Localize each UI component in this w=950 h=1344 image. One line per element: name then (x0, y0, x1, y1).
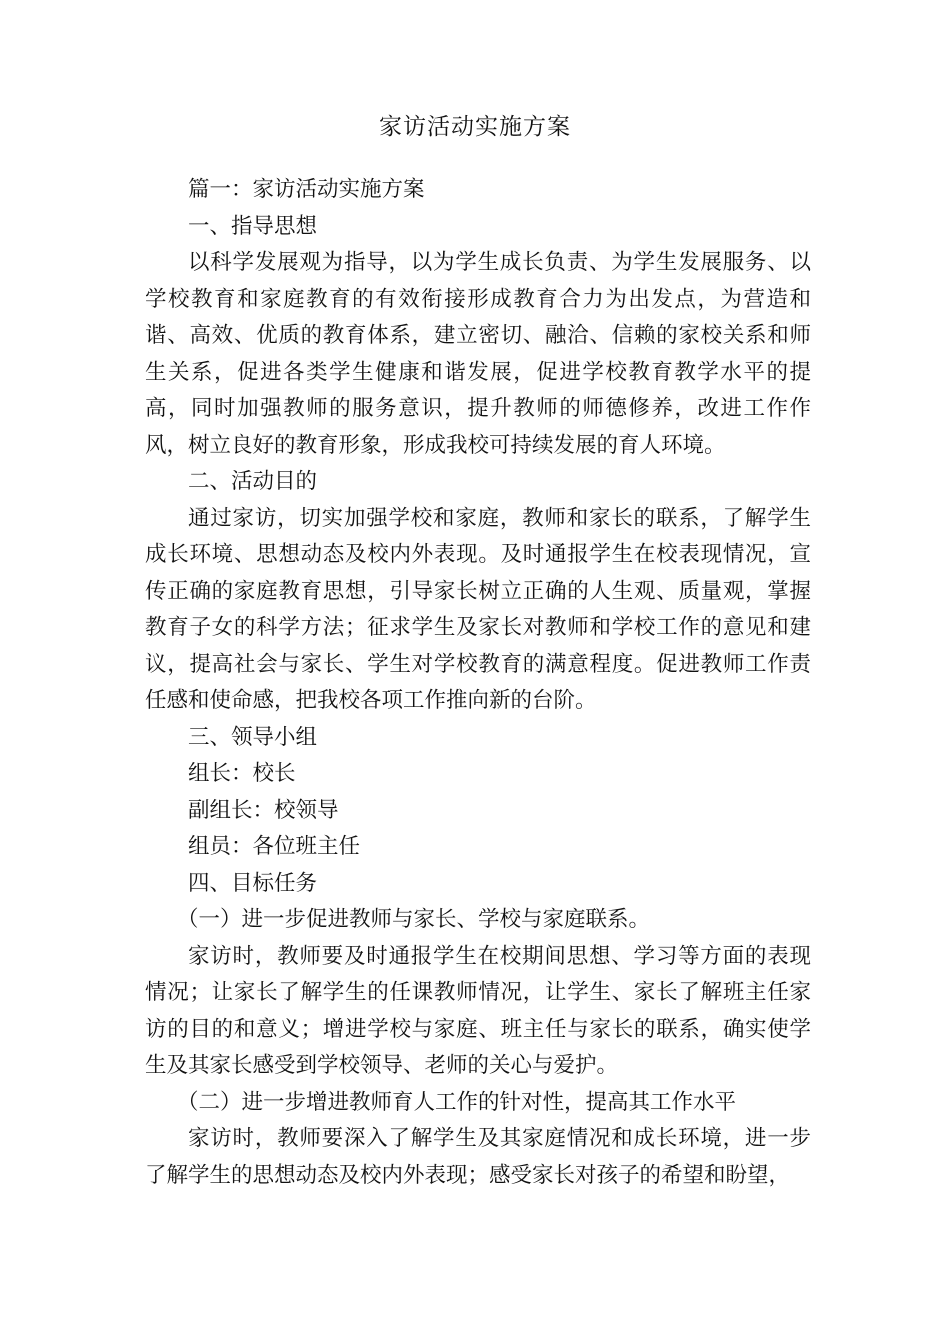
subheading-task-one: （一）进一步促进教师与家长、学校与家庭联系。 (177, 907, 651, 932)
paragraph-task-one: 家访时，教师要及时通报学生在校期间思想、学习等方面的表现情况；让家长了解学生的任课教师情况，让学生、家长了解班主任家访的目的和意义；增进学校与家庭、班主任与家长的联系，确实使学生及其家长感受到学校领导、老师的关心与爱护。 (145, 943, 811, 1078)
line-group-leader: 组长：校长 (188, 761, 296, 786)
subheading-task-two: （二）进一步增进教师育人工作的针对性，提高其工作水平 (177, 1089, 737, 1115)
line-group-members: 组员：各位班主任 (188, 834, 361, 859)
heading-leadership-group: 三、领导小组 (188, 724, 318, 750)
heading-activity-purpose: 二、活动目的 (188, 469, 318, 494)
line-deputy-leader: 副组长：校领导 (188, 797, 339, 823)
document-body (145, 172, 811, 1194)
heading-target-tasks: 四、目标任务 (188, 870, 318, 896)
heading-guiding-ideology: 一、指导思想 (188, 213, 318, 239)
paragraph-guiding-ideology: 以科学发展观为指导，以为学生成长负责、为学生发展服务、以学校教育和家庭教育的有效衔接形成教育合力为出发点，为营造和谐、高效、优质的教育体系，建立密切、融洽、信赖的家校关系和师生关系，促进各类学生健康和谐发展，促进学校教育教学水平的提高，同时加强教师的服务意识，提升教师的师德修养，改进工作作风，树立良好的教育形象，形成我校可持续发展的育人环境。 (145, 250, 811, 458)
paragraph-task-two: 家访时，教师要深入了解学生及其家庭情况和成长环境，进一步了解学生的思想动态及校内外表现；感受家长对孩子的希望和盼望， (145, 1126, 811, 1188)
paragraph-activity-purpose: 通过家访，切实加强学校和家庭，教师和家长的联系，了解学生成长环境、思想动态及校内外表现。及时通报学生在校表现情况，宣传正确的家庭教育思想，引导家长树立正确的人生观、质量观，掌握教育子女的科学方法；征求学生及家长对教师和学校工作的意见和建议，提高社会与家长、学生对学校教育的满意程度。促进教师工作责任感和使命感，把我校各项工作推向新的台阶。 (145, 505, 811, 713)
document-title: 家访活动实施方案 (379, 114, 571, 140)
section-chapter-heading: 篇一：家访活动实施方案 (188, 177, 425, 202)
